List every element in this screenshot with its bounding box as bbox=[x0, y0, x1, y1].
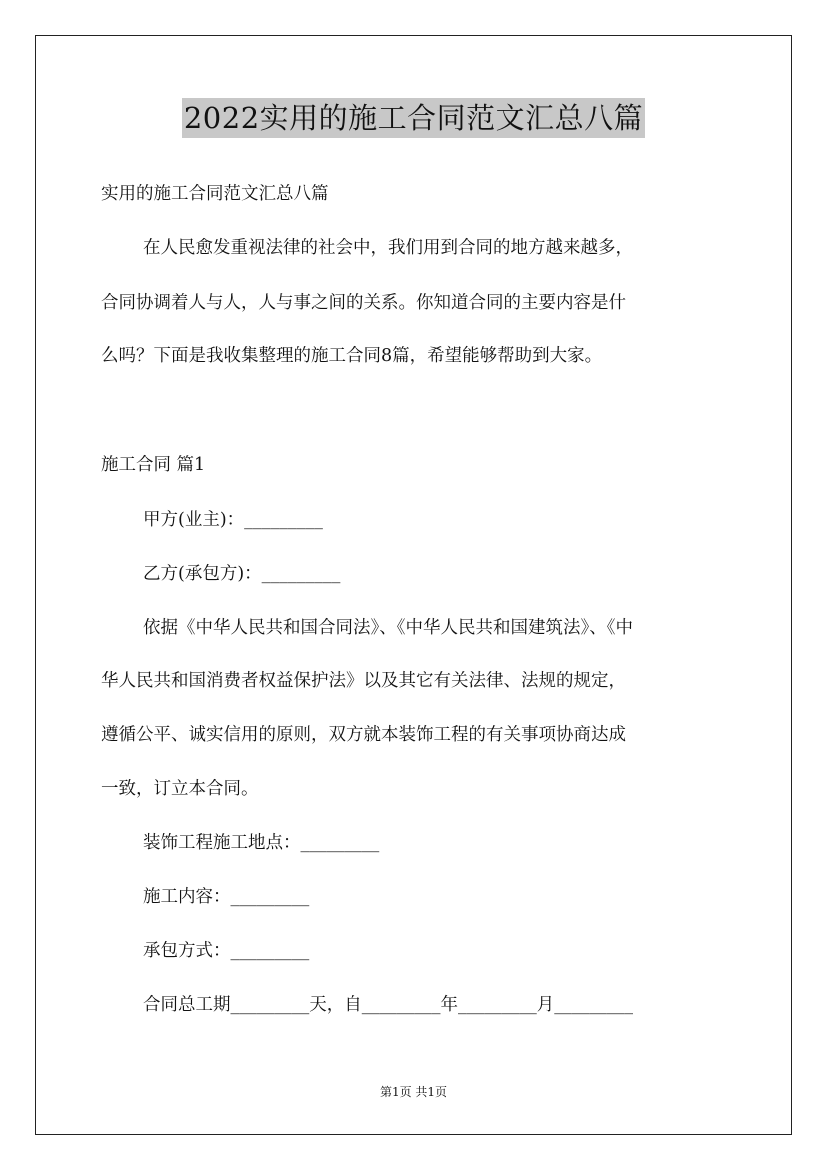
document-title: 2022实用的施工合同范文汇总八篇 bbox=[182, 98, 645, 138]
page-number: 第1页 共1页 bbox=[379, 1085, 448, 1099]
intro-line-1: 在人民愈发重视法律的社会中，我们用到合同的地方越来越多， bbox=[143, 238, 633, 258]
basis-line-2: 华人民共和国消费者权益保护法》以及其它有关法律、法规的规定， bbox=[101, 671, 626, 691]
party-a-field: 甲方(业主)：_________ bbox=[143, 510, 323, 530]
section-heading: 施工合同 篇1 bbox=[101, 455, 206, 475]
basis-line-4: 一致，订立本合同。 bbox=[101, 779, 259, 799]
party-b-field: 乙方(承包方)：_________ bbox=[143, 564, 341, 584]
site-location-field: 装饰工程施工地点：_________ bbox=[143, 833, 380, 853]
basis-line-3: 遵循公平、诚实信用的原则，双方就本装饰工程的有关事项协商达成 bbox=[101, 725, 626, 745]
duration-field: 合同总工期_________天，自_________年_________月_________ bbox=[143, 995, 633, 1015]
title-container bbox=[0, 98, 827, 138]
work-content-field: 施工内容：_________ bbox=[143, 887, 310, 907]
subtitle: 实用的施工合同范文汇总八篇 bbox=[101, 184, 329, 204]
intro-line-2: 合同协调着人与人，人与事之间的关系。你知道合同的主要内容是什 bbox=[101, 293, 626, 313]
contract-method-field: 承包方式：_________ bbox=[143, 941, 310, 961]
basis-line-1: 依据《中华人民共和国合同法》、《中华人民共和国建筑法》、《中 bbox=[143, 618, 633, 638]
intro-line-3: 么吗？下面是我收集整理的施工合同8篇，希望能够帮助到大家。 bbox=[101, 346, 603, 366]
